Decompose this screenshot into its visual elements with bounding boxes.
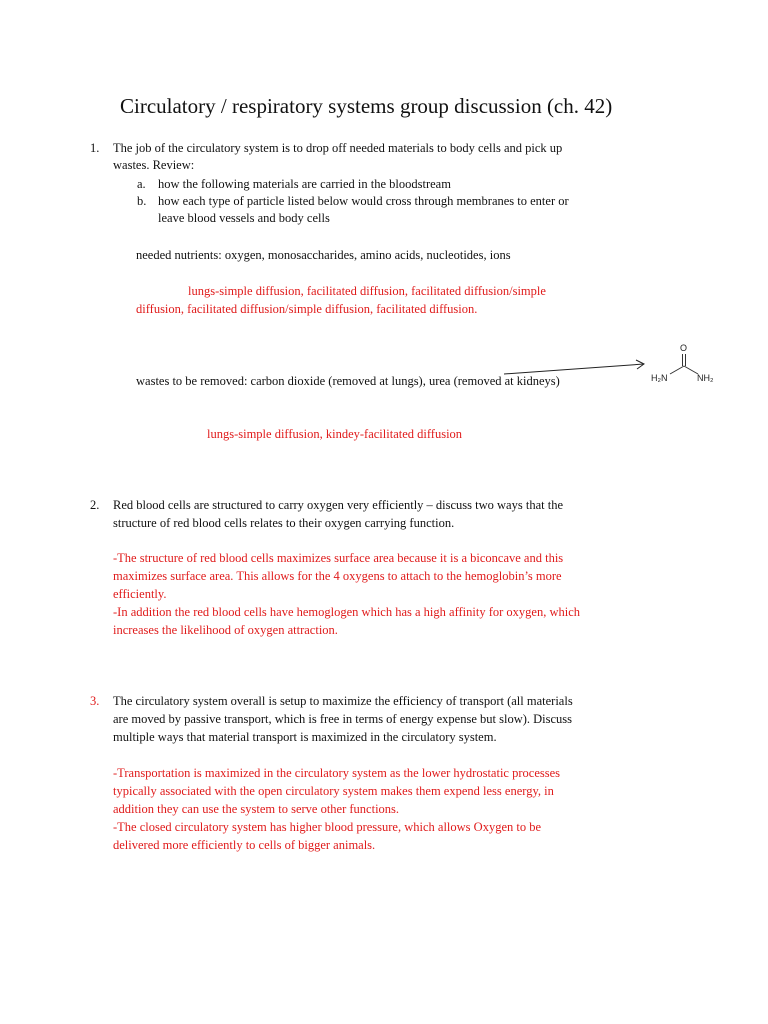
question-3-text-line1: The circulatory system overall is setup to maximize the efficiency of transport (all materials: [113, 694, 573, 708]
answer-2-line4: -In addition the red blood cells have hemoglogen which has a high affinity for oxygen, which: [113, 605, 581, 619]
answer-3-line2: typically associated with the open circulatory system makes them expend less energy, in: [113, 784, 554, 798]
question-1-text-line2: wastes. Review:: [113, 158, 195, 172]
urea-nh2-label: NH₂: [697, 373, 714, 383]
question-2-text-line1: Red blood cells are structured to carry oxygen very efficiently – discuss two ways that the: [113, 498, 563, 512]
answer-1-wastes: lungs-simple diffusion, kindey-facilitated diffusion: [207, 427, 463, 441]
annotation-arrow-icon: [500, 356, 650, 378]
needed-nutrients-line: needed nutrients: oxygen, monosaccharides, amino acids, nucleotides, ions: [136, 248, 511, 262]
answer-3-line3: addition they can use the system to serve other functions.: [113, 802, 400, 816]
question-1a-text: how the following materials are carried in the bloodstream: [158, 177, 451, 191]
answer-3-line5: delivered more efficiently to cells of bigger animals.: [113, 838, 376, 852]
question-2-text-line2: structure of red blood cells relates to their oxygen carrying function.: [113, 516, 455, 530]
answer-2-line3: efficiently.: [113, 587, 167, 601]
answer-3-line1: -Transportation is maximized in the circulatory system as the lower hydrostatic processes: [113, 766, 561, 780]
question-1-text-line1: The job of the circulatory system is to drop off needed materials to body cells and pick up: [113, 141, 563, 155]
answer-1-line2: diffusion, facilitated diffusion/simple diffusion, facilitated diffusion.: [136, 302, 478, 316]
question-3-text-line2: are moved by passive transport, which is free in terms of energy expense but slow). Discuss: [113, 712, 573, 726]
question-1b-text-line2: leave blood vessels and body cells: [158, 211, 330, 225]
answer-2-line2: maximizes surface area. This allows for the 4 oxygens to attach to the hemoglobin’s more: [113, 569, 562, 583]
answer-2-line5: increases the likelihood of oxygen attraction.: [113, 623, 338, 637]
question-1-number: 1.: [90, 141, 100, 155]
question-1a-letter: a.: [137, 177, 146, 191]
urea-oxygen-label: O: [680, 343, 688, 353]
answer-3-line4: -The closed circulatory system has higher blood pressure, which allows Oxygen to be: [113, 820, 542, 834]
question-3-text-line3: multiple ways that material transport is maximized in the circulatory system.: [113, 730, 497, 744]
question-2-number: 2.: [90, 498, 100, 512]
question-1b-letter: b.: [137, 194, 147, 208]
page-title: Circulatory / respiratory systems group discussion (ch. 42): [120, 94, 613, 118]
urea-structure-icon: [640, 338, 730, 390]
urea-h2n-label: H₂N: [651, 373, 668, 383]
wastes-line: wastes to be removed: carbon dioxide (removed at lungs), urea (removed at kidneys): [136, 374, 560, 388]
answer-1-line1: lungs-simple diffusion, facilitated diffusion, facilitated diffusion/simple: [188, 284, 546, 298]
question-3-number: 3.: [90, 694, 100, 708]
question-1b-text-line1: how each type of particle listed below would cross through membranes to enter or: [158, 194, 569, 208]
answer-2-line1: -The structure of red blood cells maximizes surface area because it is a biconcave and this: [113, 551, 564, 565]
